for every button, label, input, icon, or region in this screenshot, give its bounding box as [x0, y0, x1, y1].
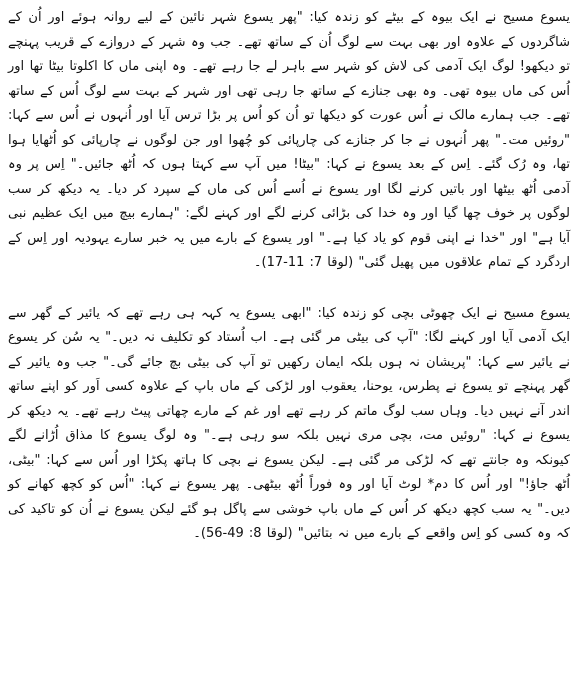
- paragraph-widow-son: یسوع مسیح نے ایک بیوہ کے بیٹے کو زندہ کیا: "پھر یسوع شہر نائین کے لیے روانہ ہوئے اور اُن کے شاگردوں کے علاوہ اور بھی بہت سے لوگ اُن کے ساتھ تھے۔ جب وہ شہر کے دروازے کے قریب پہنچے تو دیکھو! لوگ ایک آدمی کی لاش کو شہر سے باہر لے جا رہے تھے۔ وہ اپنی ماں کا اکلوتا بیٹا تھا اور اُس کی ماں بیوہ تھی۔ وہ بھی جنازے کے ساتھ جا رہی تھی اور شہر کے بہت سے لوگ اُس کے ساتھ تھے۔ جب ہمارے مالک نے اُس عورت کو دیکھا تو اُن کو اُس پر بڑا ترس آیا اور اُنہوں نے اُس سے کہا: "روئیں مت۔" پھر اُنہوں نے جا کر جنازے کی چارپائی کو چُھوا اور جن لوگوں نے چارپائی کو اُٹھایا ہوا تھا، وہ رُک گئے۔ اِس کے بعد یسوع نے کہا: "بیٹا! میں آپ سے کہتا ہوں کہ اُٹھ جائیں۔" اِس پر وہ آدمی اُٹھ بیٹھا اور باتیں کرنے لگا اور یسوع نے اُسے اُس کی ماں کے سپرد کر دیا۔ یہ دیکھ کر سب لوگوں پر خوف چھا گیا اور وہ خدا کی بڑائی کرنے لگے اور کہنے لگے: "ہمارے بیچ میں ایک عظیم نبی آیا ہے" اور "خدا نے اپنی قوم کو یاد کیا ہے۔" اور یسوع کے بارے میں یہ خبر سارے یہودیہ اور اِس کے اردگرد کے تمام علاقوں میں پھیل گئی" (لوقا 7: 11-17)۔: [8, 10, 570, 270]
- paragraph-jairus-daughter: یسوع مسیح نے ایک چھوٹی بچی کو زندہ کیا: "ابھی یسوع یہ کہہ ہی رہے تھے کہ یائیر کے گھر سے ایک آدمی آیا اور کہنے لگا: "آپ کی بیٹی مر گئی ہے۔ اب اُستاد کو تکلیف نہ دیں۔" یہ سُن کر یسوع نے یائیر سے کہا: "پریشان نہ ہوں بلکہ ایمان رکھیں تو آپ کی بیٹی بچ جائے گی۔" جب وہ یائیر کے گھر پہنچے تو یسوع نے پطرس، یوحنا، یعقوب اور لڑکی کے ماں باپ کے علاوہ کسی اَور کو اپنے ساتھ اندر آنے نہیں دیا۔ وہاں سب لوگ ماتم کر رہے تھے اور غم کے مارے چھاتی پیٹ رہے تھے۔ یہ دیکھ کر یسوع نے کہا: "روئیں مت، بچی مری نہیں بلکہ سو رہی ہے۔" وہ لوگ یسوع کا مذاق اُڑانے لگے کیونکہ وہ جانتے تھے کہ لڑکی مر گئی ہے۔ لیکن یسوع نے بچی کا ہاتھ پکڑا اور اُس سے کہا: "بیٹی، اُٹھ جاؤ!" اور اُس کا دم* لوٹ آیا اور وہ فوراً اُٹھ بیٹھی۔ پھر یسوع نے کہا: "اُس کو کچھ کھانے کو دیں۔" یہ سب کچھ دیکھ کر اُس کے ماں باپ خوشی سے پاگل ہو گئے لیکن یسوع نے اُن کو تاکید کی کہ وہ کسی کو اِس واقعے کے بارے میں نہ بتائیں" (لوقا 8: 49-56)۔: [8, 305, 570, 541]
- paragraph-spacer: [8, 276, 570, 302]
